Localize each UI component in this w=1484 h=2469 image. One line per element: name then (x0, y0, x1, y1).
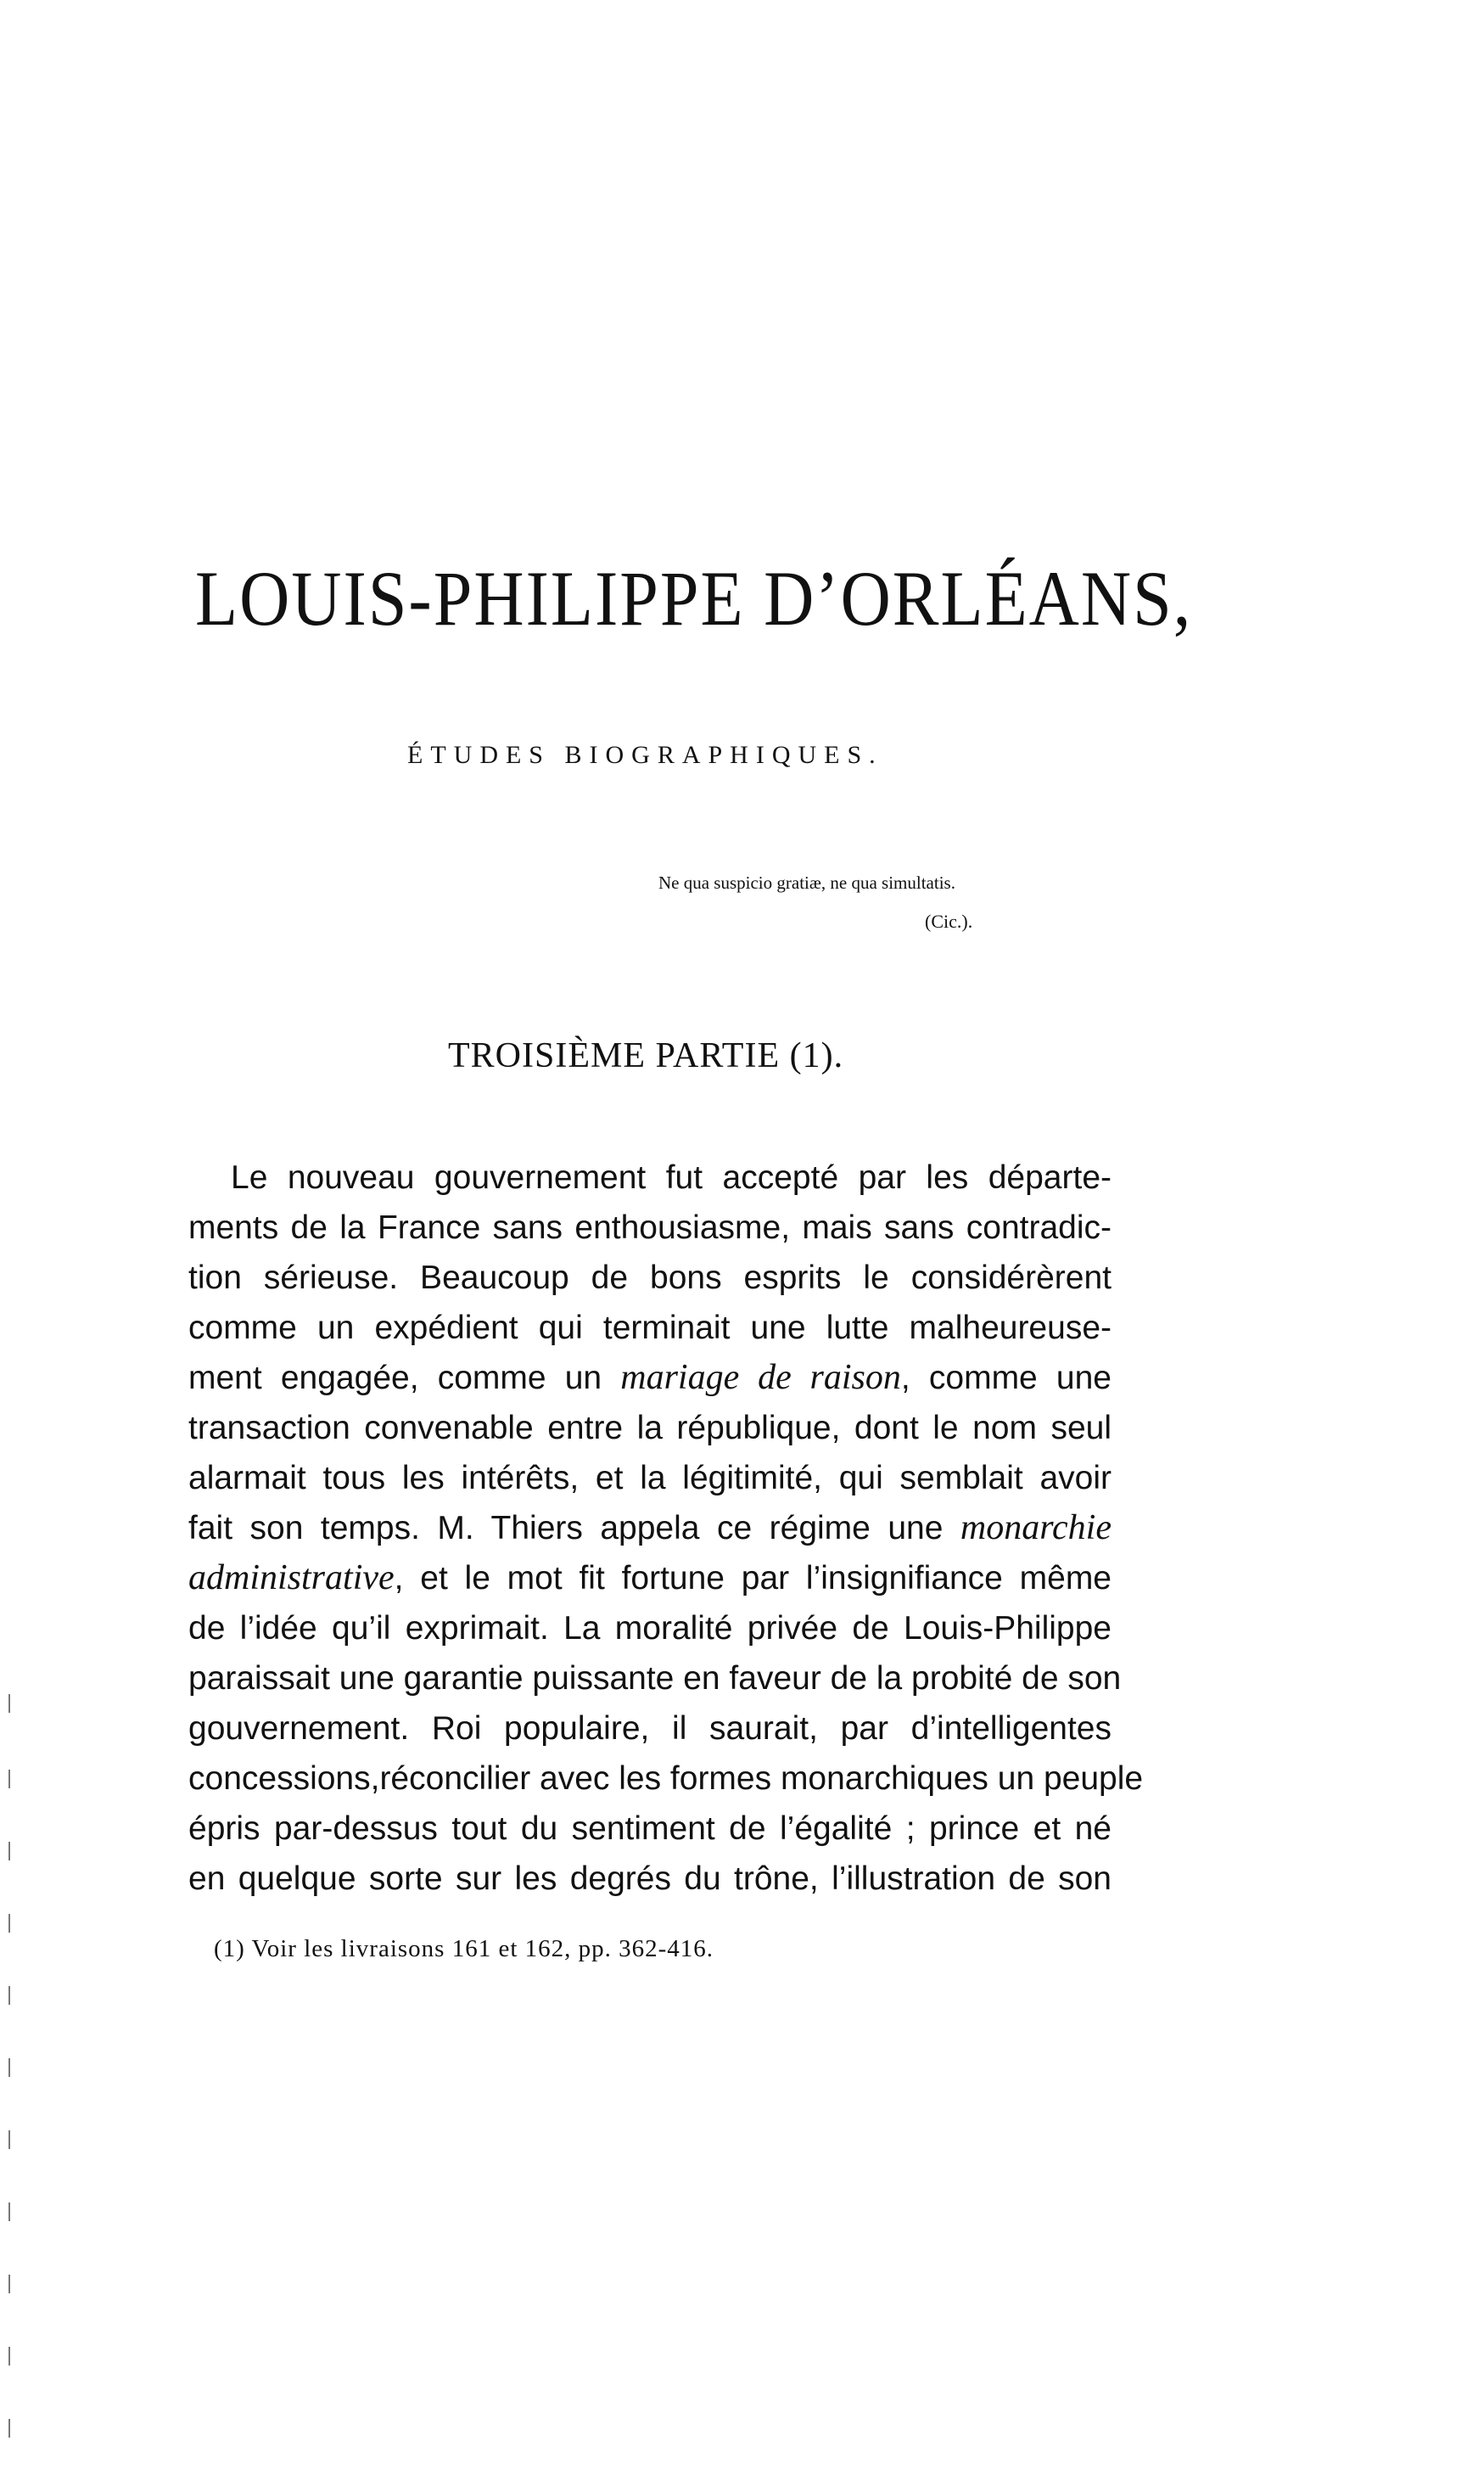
scan-mark (8, 2130, 10, 2149)
text-line: en quelque sorte sur les degrés du trône, l’illustration de son (188, 1860, 1112, 1897)
text-line: comme un expédient qui terminait une lutte malheureuse- (188, 1310, 1112, 1346)
text-segment: , comme une (900, 1360, 1112, 1396)
scan-mark (8, 2275, 10, 2293)
text-line: de l’idée qu’il exprimait. La moralité privée de Louis-Philippe (188, 1610, 1112, 1647)
scan-mark (8, 1842, 10, 1860)
text-line: paraissait une garantie puissante en faveur de la probité de son (188, 1660, 1122, 1697)
text-line: alarmait tous les intérêts, et la légitimité, qui semblait avoir (188, 1460, 1112, 1496)
text-line: concessions,réconcilier avec les formes monarchiques un peuple (188, 1760, 1144, 1797)
scan-mark (8, 1986, 10, 2005)
body-paragraph (188, 1153, 1144, 1904)
page-title: LOUIS-PHILIPPE D’ORLÉANS, (195, 555, 1193, 643)
text-segment: fait son temps. M. Thiers appela ce régime une (188, 1510, 960, 1546)
scan-mark (8, 2347, 10, 2365)
scan-mark (8, 1770, 10, 1788)
italic-phrase: mariage de raison (620, 1358, 901, 1397)
epigraph-quote: Ne qua suspicio gratiæ, ne qua simultatis. (658, 873, 955, 893)
subtitle: ÉTUDES BIOGRAPHIQUES. (407, 741, 883, 769)
text-line (188, 1553, 1112, 1603)
footnote: (1) Voir les livraisons 161 et 162, pp. 362-416. (214, 1935, 714, 1962)
text-segment: , et le mot fit fortune par l’insignifiance même (394, 1560, 1112, 1596)
epigraph-source: (Cic.). (925, 911, 973, 932)
text-line (188, 1503, 1112, 1553)
text-line: ments de la France sans enthousiasme, mais sans contradic- (188, 1209, 1112, 1246)
text-line: Le nouveau gouvernement fut accepté par les départe- (231, 1159, 1112, 1196)
text-line: transaction convenable entre la république, dont le nom seul (188, 1410, 1112, 1446)
text-line: épris par-dessus tout du sentiment de l’égalité ; prince et né (188, 1810, 1112, 1847)
part-title: TROISIÈME PARTIE (1). (448, 1036, 844, 1075)
text-line: tion sérieuse. Beaucoup de bons esprits le considérèrent (188, 1260, 1112, 1296)
scan-mark (8, 2419, 10, 2438)
italic-phrase: administrative (188, 1558, 395, 1597)
scan-mark (8, 1914, 10, 1933)
italic-phrase: monarchie (960, 1508, 1112, 1547)
scan-mark (8, 1694, 10, 1713)
text-line (188, 1353, 1112, 1403)
scan-mark (8, 2058, 10, 2077)
scan-mark (8, 2202, 10, 2221)
text-line: gouvernement. Roi populaire, il saurait, par d’intelligentes (188, 1710, 1112, 1747)
text-segment: ment engagée, comme un (188, 1360, 621, 1396)
